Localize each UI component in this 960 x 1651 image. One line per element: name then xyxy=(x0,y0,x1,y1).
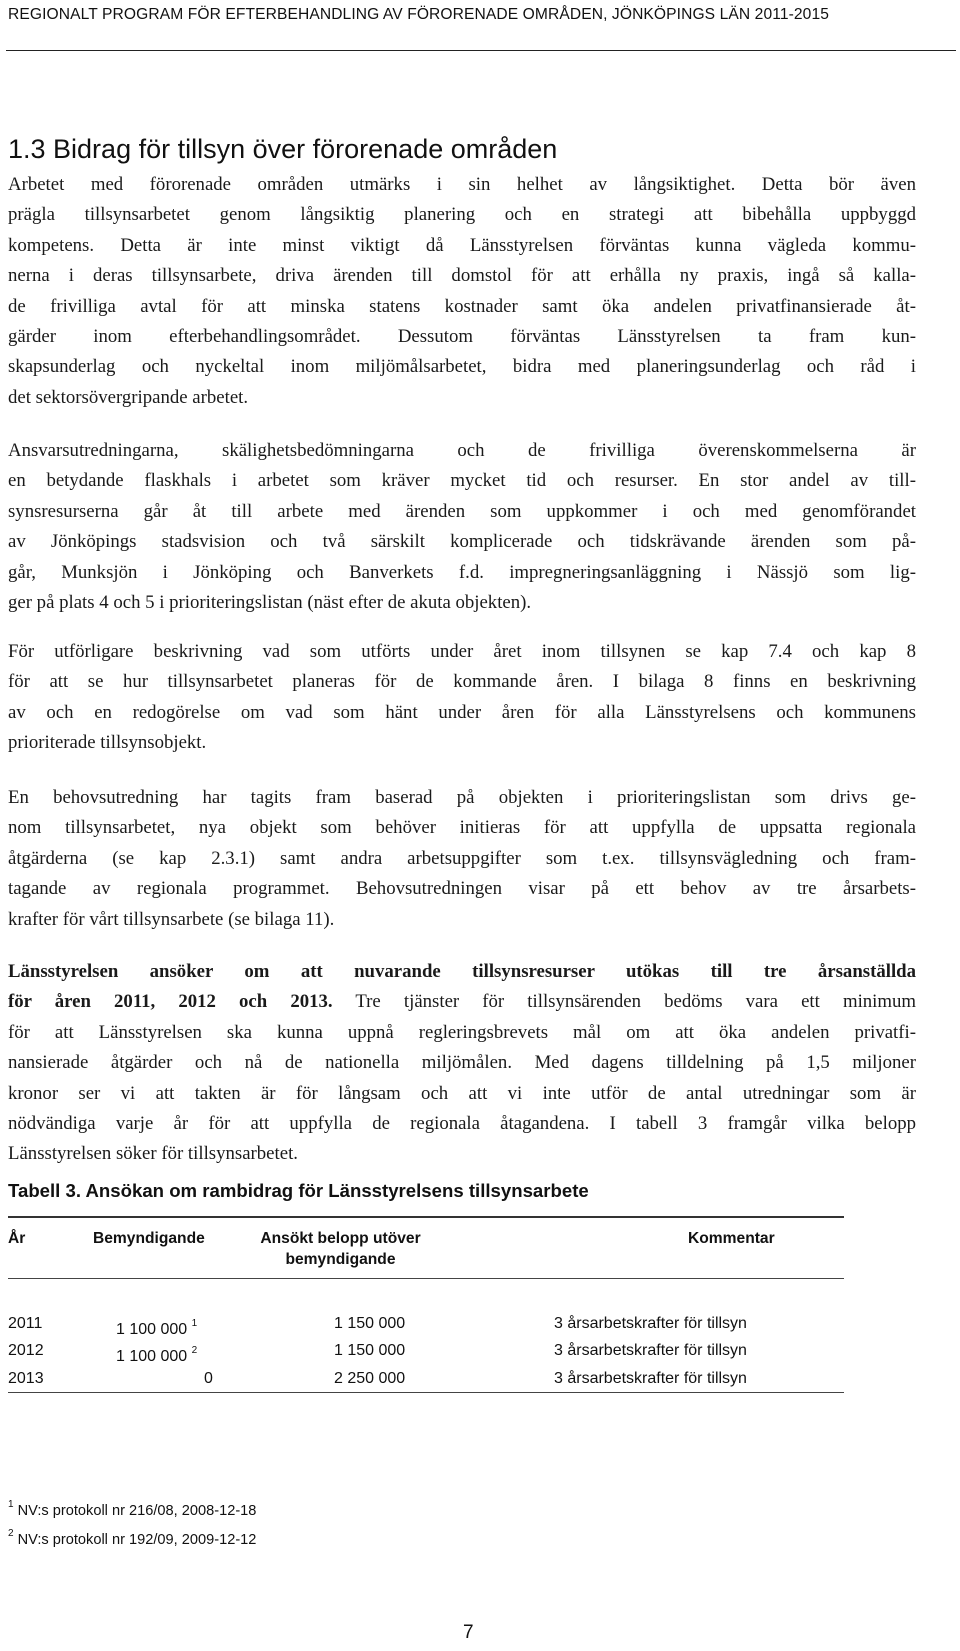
cell-applied: 1 150 000 xyxy=(334,1315,406,1332)
text-line: de frivilliga avtal för att minska statens kostnader samt öka andelen privatfinansierade åt- xyxy=(8,295,916,317)
section-title: 1.3 Bidrag för tillsyn över förorenade områden xyxy=(8,134,558,164)
text-line: av och en redogörelse om vad som hänt under åren för alla Länsstyrelsens och kommunens xyxy=(8,701,916,723)
text-line: Ansvarsutredningarna, skälighetsbedömningarna och de frivilliga överenskommelserna är xyxy=(8,440,916,461)
bold-statement: Länsstyrelsen ansöker om att nuvarande tillsynsresurser utökas till tre årsanställda xyxy=(8,961,916,982)
text-line: krafter för vårt tillsynsarbete (se bilaga 11). xyxy=(8,908,335,930)
header-year: År xyxy=(8,1230,26,1247)
cell-applied: 2 250 000 xyxy=(334,1370,406,1387)
paragraph-1 xyxy=(8,170,916,413)
page-number: 7 xyxy=(463,1622,474,1643)
text-line: av Jönköpings stadsvision och två särskilt komplicerade och tidskrävande ärenden som på- xyxy=(8,531,916,553)
cell-authorization xyxy=(116,1341,197,1367)
header-comment: Kommentar xyxy=(688,1230,775,1247)
footnote-text: NV:s protokoll nr 216/08, 2008-12-18 xyxy=(17,1503,257,1519)
footnote-ref: 1 xyxy=(191,1318,198,1329)
text-line: prägla tillsynsarbetet genom långsiktig planering och en strategi att bibehålla uppbyggd xyxy=(8,204,916,226)
text-line: För utförligare beskrivning vad som utförts under året inom tillsynen se kap 7.4 och kap 8 xyxy=(8,641,916,662)
text-line xyxy=(8,957,916,987)
cell-applied: 1 150 000 xyxy=(334,1342,406,1359)
text-line: nom tillsynsarbetet, nya objekt som behöver initieras för att uppfylla de uppsatta regionala xyxy=(8,817,916,839)
text-line: tagande av regionala programmet. Behovsutredningen visar på ett behov av tre årsarbets- xyxy=(8,878,916,900)
text-line: åtgärderna (se kap 2.3.1) samt andra arbetsuppgifter som t.ex. tillsynsvägledning och fram- xyxy=(8,847,916,869)
text-line: ger på plats 4 och 5 i prioriteringslistan (näst efter de akuta objekten). xyxy=(8,592,532,614)
footnote-ref: 2 xyxy=(191,1345,198,1356)
text-line: nansierade åtgärder och nå de nationella miljömålen. Med dagens tilldelning på 1,5 miljoner xyxy=(8,1052,916,1074)
cell-year: 2013 xyxy=(8,1370,44,1387)
footnote-mark: 2 xyxy=(8,1528,14,1539)
header-applied xyxy=(248,1228,433,1270)
paragraph-3 xyxy=(8,637,916,759)
text-line: för att Länsstyrelsen ska kunna uppnå regleringsbrevets mål om att öka andelen privatfi- xyxy=(8,1021,916,1043)
paragraph-4 xyxy=(8,783,916,935)
footnote-mark: 1 xyxy=(8,1499,14,1510)
text-line: för att se hur tillsynsarbetet planeras för de kommande åren. I bilaga 8 finns en beskrivning xyxy=(8,671,916,693)
cell-comment: 3 årsarbetskrafter för tillsyn xyxy=(554,1342,747,1359)
footnote xyxy=(8,1528,256,1548)
footnote-text: NV:s protokoll nr 192/09, 2009-12-12 xyxy=(17,1532,257,1548)
text-line: skapsunderlag och nyckeltal inom miljömålsarbetet, bidra med planeringsunderlag och råd i xyxy=(8,356,916,378)
authorization-value: 1 100 000 xyxy=(116,1348,188,1365)
text-line: prioriterade tillsynsobjekt. xyxy=(8,732,207,754)
header-applied-line2: bemyndigande xyxy=(285,1251,396,1268)
text-line: kronor ser vi att takten är för långsam och att vi inte utför de antal utredningar som är xyxy=(8,1082,916,1104)
cell-authorization: 0 xyxy=(204,1370,213,1387)
text-line: nödvändiga varje år för att uppfylla de regionala åtagandena. I tabell 3 framgår vilka belopp xyxy=(8,1113,916,1135)
table-bottom-rule xyxy=(8,1392,844,1393)
footnote xyxy=(8,1499,256,1519)
cell-year: 2011 xyxy=(8,1315,43,1332)
paragraph-2 xyxy=(8,436,916,618)
text-line: en betydande flaskhals i arbetet som kräver mycket tid och resurser. En stor andel av till- xyxy=(8,470,916,492)
text-line: En behovsutredning har tagits fram baserad på objekten i prioriteringslistan som drivs ge- xyxy=(8,787,916,808)
text-line xyxy=(8,987,916,1017)
text-line: nerna i deras tillsynsarbete, driva ärenden till domstol för att erhålla ny praxis, ingå så kalla- xyxy=(8,265,916,287)
header-authorization: Bemyndigande xyxy=(93,1230,205,1247)
text-line: kompetens. Detta är inte minst viktigt då Länsstyrelsen förväntas kunna vägleda kommu- xyxy=(8,234,916,256)
running-header: REGIONALT PROGRAM FÖR EFTERBEHANDLING AV FÖRORENADE OMRÅDEN, JÖNKÖPINGS LÄN 2011-2015 xyxy=(8,6,829,23)
cell-comment: 3 årsarbetskrafter för tillsyn xyxy=(554,1370,747,1387)
text-line: Länsstyrelsen söker för tillsynsarbetet. xyxy=(8,1143,298,1165)
text-line: synsresurserna går åt till arbete med ärenden som uppkommer i och med genomförandet xyxy=(8,500,916,522)
header-divider xyxy=(6,50,956,51)
header-applied-line1: Ansökt belopp utöver xyxy=(260,1230,421,1247)
authorization-value: 1 100 000 xyxy=(116,1321,188,1338)
text-line: Arbetet med förorenade områden utmärks i sin helhet av långsiktighet. Detta bör även xyxy=(8,174,916,195)
bold-statement: för åren 2011, 2012 och 2013. xyxy=(8,991,333,1013)
text-span: Tre tjänster för tillsynsärenden bedöms vara ett minimum xyxy=(332,991,916,1013)
table-header-rule xyxy=(8,1278,844,1279)
cell-year: 2012 xyxy=(8,1342,44,1359)
cell-authorization xyxy=(116,1314,197,1340)
text-line: gärder inom efterbehandlingsområdet. Dessutom förväntas Länsstyrelsen ta fram kun- xyxy=(8,326,916,348)
table-caption: Tabell 3. Ansökan om rambidrag för Länsstyrelsens tillsynsarbete xyxy=(8,1180,589,1201)
text-line: det sektorsövergripande arbetet. xyxy=(8,386,249,408)
text-line: går, Munksjön i Jönköping och Banverkets f.d. impregneringsanläggning i Nässjö som lig- xyxy=(8,561,916,583)
table-top-rule xyxy=(8,1216,844,1218)
cell-comment: 3 årsarbetskrafter för tillsyn xyxy=(554,1315,747,1332)
paragraph-5 xyxy=(8,957,916,1170)
